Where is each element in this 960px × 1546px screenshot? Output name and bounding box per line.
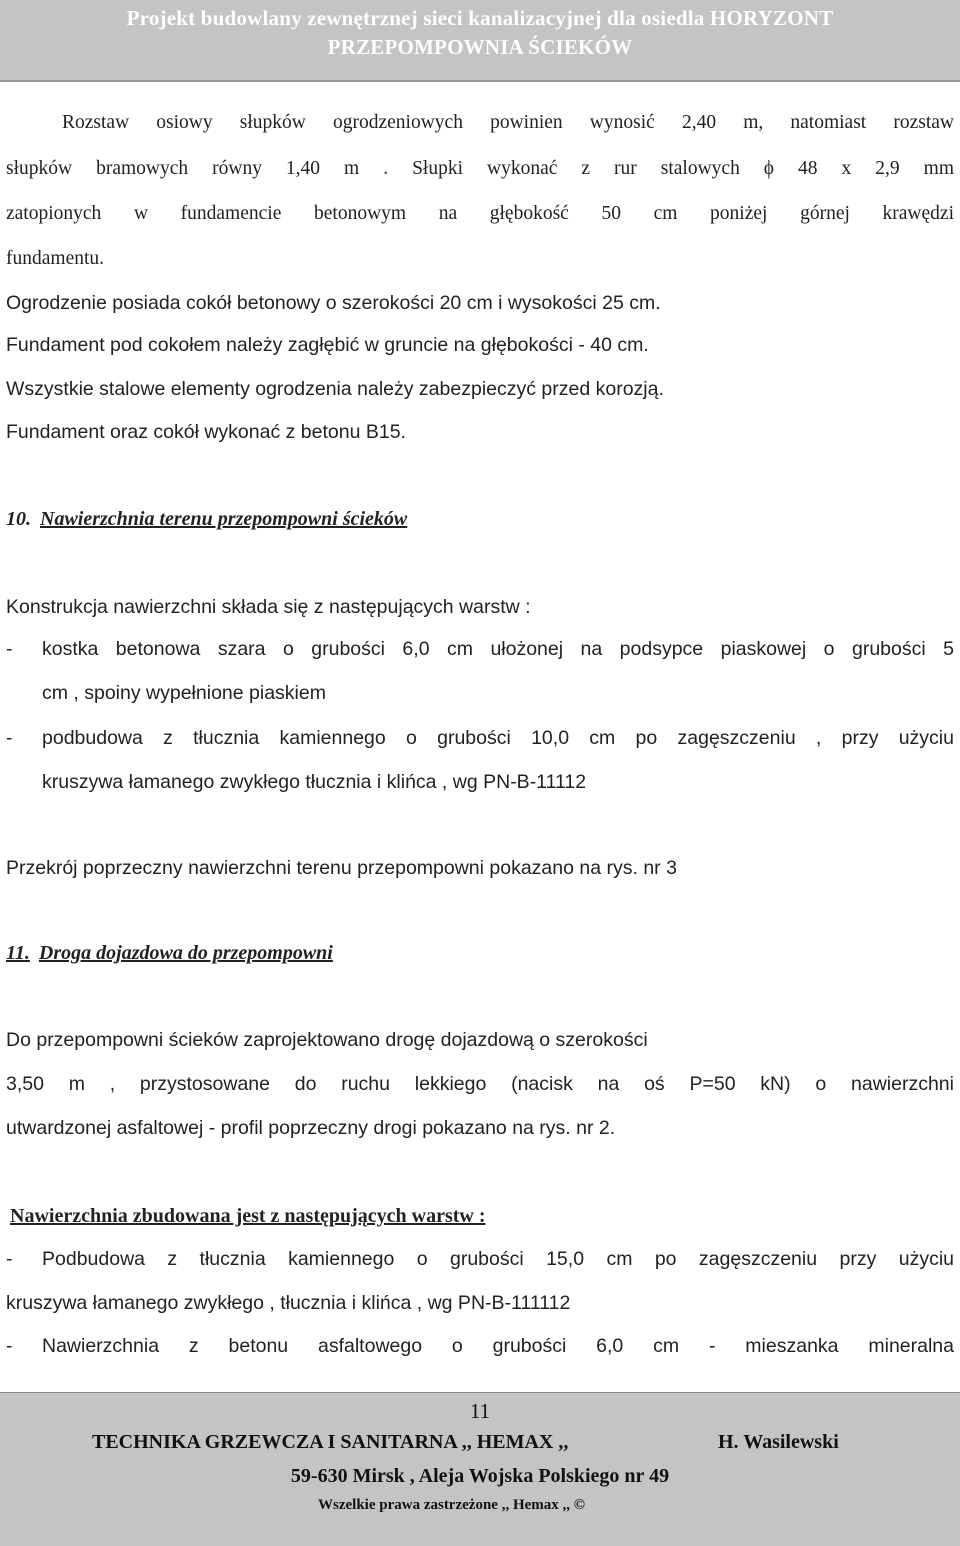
section-10-heading [6,508,407,531]
section-10-number: 10. [6,508,31,530]
fence-base-text: Ogrodzenie posiada cokół betonowy o szerokości 20 cm i wysokości 25 cm. [6,292,661,314]
list-dash: - [6,638,13,660]
layer-subbase-cont: kruszywa łamanego zwykłego , tłucznia i klińca , wg PN-B-111112 [6,1292,571,1314]
footer-owner: H. Wasilewski [718,1431,839,1453]
fence-paragraph-line: zatopionych w fundamencie betonowym na głębokość 50 cm poniżej górnej krawędzi [6,203,954,224]
page-number: 11 [469,1399,491,1423]
footer-company: TECHNIKA GRZEWCZA I SANITARNA ,, HEMAX ,, [92,1431,569,1453]
layer-subbase: Podbudowa z tłucznia kamiennego o grubości 15,0 cm po zagęszczeniu przy użyciu [42,1248,954,1270]
list-dash: - [6,727,13,749]
header-project-title: Projekt budowlany zewnętrznej sieci kanalizacyjnej dla osiedla HORYZONT [126,6,834,30]
list-dash: - [6,1335,13,1357]
section-11-text: Do przepompowni ścieków zaprojektowano drogę dojazdową o szerokości [6,1029,648,1051]
footer-address: 59-630 Mirsk , Aleja Wojska Polskiego nr 49 [290,1465,670,1487]
page-footer [0,1392,960,1546]
fence-paragraph-line: Rozstaw osiowy słupków ogrodzeniowych powinien wynosić 2,40 m, natomiast rozstaw [62,112,954,133]
list-item-paving: kostka betonowa szara o grubości 6,0 cm ułożonej na podsypce piaskowej o grubości 5 [42,638,954,660]
fence-foundation-text: Fundament pod cokołem należy zagłębić w gruncie na głębokości - 40 cm. [6,334,649,356]
section-11-text: utwardzonej asfaltowej - profil poprzeczny drogi pokazano na rys. nr 2. [6,1117,616,1139]
section-11-heading [6,942,333,965]
list-item-base: podbudowa z tłucznia kamiennego o grubości 10,0 cm po zagęszczeniu , przy użyciu [42,727,954,749]
page-header [0,0,960,82]
fence-paragraph-line: fundamentu. [6,248,105,269]
footer-copyright: Wszelkie prawa zastrzeżone ,, Hemax ,, © [318,1497,585,1513]
list-dash: - [6,1248,13,1270]
section-11-text: 3,50 m , przystosowane do ruchu lekkiego (nacisk na oś P=50 kN) o nawierzchni [6,1073,954,1095]
section-10-title: Nawierzchnia terenu przepompowni ścieków [40,508,408,530]
fence-paragraph-line: słupków bramowych równy 1,40 m . Słupki wykonać z rur stalowych ϕ 48 x 2,9 mm [6,158,954,179]
section-11-title: Droga dojazdowa do przepompowni [38,942,333,964]
list-item-paving-cont: cm , spoiny wypełnione piaskiem [42,682,326,704]
fence-protection-text: Wszystkie stalowe elementy ogrodzenia należy zabezpieczyć przed korozją. [6,378,664,400]
layers-subheading: Nawierzchnia zbudowana jest z następujących warstw : [10,1205,486,1227]
layer-asphalt: Nawierzchnia z betonu asfaltowego o grubości 6,0 cm - mieszanka mineralna [42,1335,954,1357]
header-section-title: PRZEPOMPOWNIA ŚCIEKÓW [327,35,633,59]
section-11-number: 11. [6,942,30,964]
section-10-intro: Konstrukcja nawierzchni składa się z następujących warstw : [6,596,531,618]
section-10-note: Przekrój poprzeczny nawierzchni terenu przepompowni pokazano na rys. nr 3 [6,857,677,879]
fence-concrete-text: Fundament oraz cokół wykonać z betonu B15. [6,421,406,443]
list-item-base-cont: kruszywa łamanego zwykłego tłucznia i klińca , wg PN-B-11112 [42,771,587,793]
